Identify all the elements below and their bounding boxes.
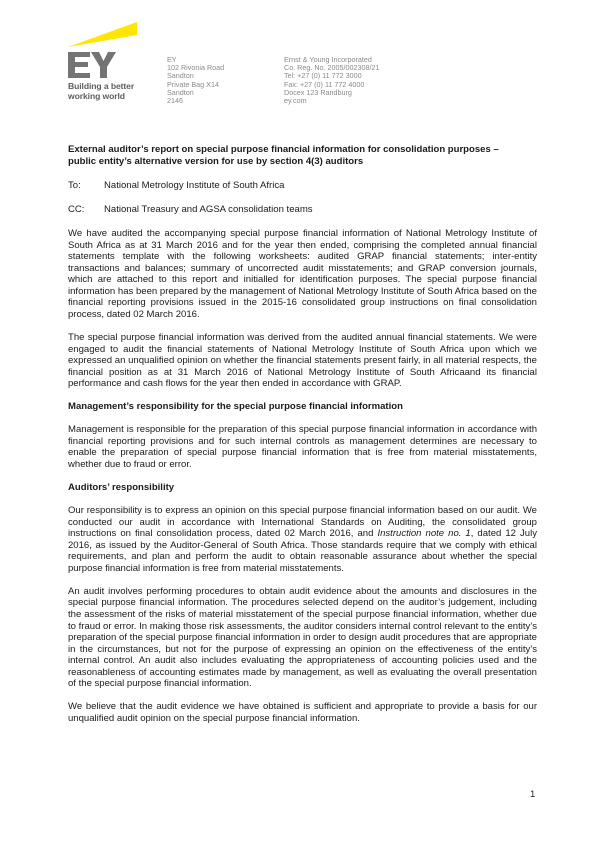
company-details bbox=[284, 56, 380, 105]
auditors-responsibility-paragraph-1 bbox=[68, 505, 537, 574]
derivation-paragraph: The special purpose financial information was derived from the audited annual financial statements. We were engaged to audit the financial statements of National Metrology Institute of South Africa upon which we expressed an unqualified opinion on whether the financial statements present fairly, in all material respects, the financial position as at 31 March 2016 of National Metrology Institute of South Africaand its financial performance and cash flows for the year then ended in accordance with GRAP. bbox=[68, 332, 537, 390]
address-line: Sandton bbox=[167, 71, 194, 81]
fax: Fax: +27 (0) 11 772 4000 bbox=[284, 79, 365, 89]
cc-line bbox=[68, 204, 537, 216]
title-line-1: External auditor’s report on special purpose financial information for consolidation purposes – bbox=[68, 144, 499, 155]
office-address bbox=[167, 56, 224, 105]
instruction-note-reference: Instruction note no. 1 bbox=[377, 528, 471, 540]
page-number: 1 bbox=[530, 789, 536, 800]
address-line: Sandton bbox=[167, 87, 194, 97]
address-line: 102 Rivonia Road bbox=[167, 63, 225, 73]
registration-number: Co. Reg. No. 2005/002308/21 bbox=[284, 63, 380, 73]
management-responsibility-paragraph: Management is responsible for the preparation of this special purpose financial information in accordance with financial reporting provisions and for such internal controls as management determines are necessary to enable the preparation of special purpose financial information that is free from material misstatements, whether due to fraud or error. bbox=[68, 424, 537, 470]
to-line bbox=[68, 180, 537, 192]
auditors-responsibility-paragraph-3: We believe that the audit evidence we have obtained is sufficient and appropriate to provide a basis for our unqualified audit opinion on the special purpose financial information. bbox=[68, 701, 537, 724]
to-recipient: National Metrology Institute of South Africa bbox=[104, 180, 285, 192]
telephone: Tel: +27 (0) 11 772 3000 bbox=[284, 71, 362, 81]
address-line: EY bbox=[167, 55, 177, 64]
address-line: 2146 bbox=[167, 96, 183, 106]
report-title bbox=[68, 144, 537, 167]
tagline-line-1: Building a better bbox=[68, 81, 135, 91]
cc-label: CC: bbox=[68, 203, 85, 215]
tagline-line-2: working world bbox=[68, 90, 125, 101]
address-line: Private Bag X14 bbox=[167, 79, 219, 89]
logo-tagline bbox=[68, 82, 134, 101]
company-name: Ernst & Young Incorporated bbox=[284, 55, 372, 64]
ey-logo-icon bbox=[66, 18, 146, 82]
auditors-responsibility-paragraph-2: An audit involves performing procedures to obtain audit evidence about the amounts and disclosures in the special purpose financial information. The procedures selected depend on the auditor’s judgement, including the assessment of the risks of material misstatement of the special purpose financial information, whether due to fraud or error. In making those risk assessments, the auditor considers internal control relevant to the entity’s preparation of the special purpose financial information in order to design audit procedures that are appropriate in the circumstances, but not for the purpose of expressing an opinion on the effectiveness of the entity’s internal control. An audit also includes evaluating the appropriateness of accounting policies used and the reasonableness of accounting estimates made by management, as well as evaluating the overall presentation of the special purpose financial information. bbox=[68, 585, 537, 690]
to-label: To: bbox=[68, 180, 81, 192]
cc-recipient: National Treasury and AGSA consolidation teams bbox=[104, 203, 313, 215]
scope-paragraph: We have audited the accompanying special purpose financial information of National Metrology Institute of South Africa as at 31 March 2016 and for the year then ended, comprising the completed annual financial statements template with the following worksheets: audited GRAP financial statements; inter-entity transactions and balances; summary of uncorrected audit misstatements; and GRAP conversion journals, which are attached to this report and initialled for identification purposes. The special purpose financial information has been prepared by the management of National Metrology Institute of South Africa based on the financial reporting provisions issued in the 2015-16 consolidated group instructions on final consolidation process, dated 02 March 2016. bbox=[68, 228, 537, 321]
auditors-responsibility-heading: Auditors’ responsibility bbox=[68, 482, 175, 494]
paragraph-text: , dated 12 July 2016, as issued by the Auditor-General of South Africa. Those standards require that we comply with ethical requirements, and plan and perform the audit to obtain reasonable assurance about whether the special purpose financial information is free from material misstatements. bbox=[68, 528, 537, 574]
docex: Docex 123 Randburg bbox=[284, 87, 352, 97]
title-line-2: public entity’s alternative version for use by section 4(3) auditors bbox=[68, 155, 364, 167]
report-body bbox=[68, 144, 537, 736]
paragraph-text: Our responsibility is to express an opinion on this special purpose financial information based on our audit. We conducted our audit in accordance with International Standards on Auditing, the consolidated group instructions on final consolidation process, dated 02 March 2016, and bbox=[68, 505, 537, 540]
management-responsibility-heading: Management’s responsibility for the special purpose financial information bbox=[68, 401, 403, 413]
website: ey.com bbox=[284, 96, 307, 106]
